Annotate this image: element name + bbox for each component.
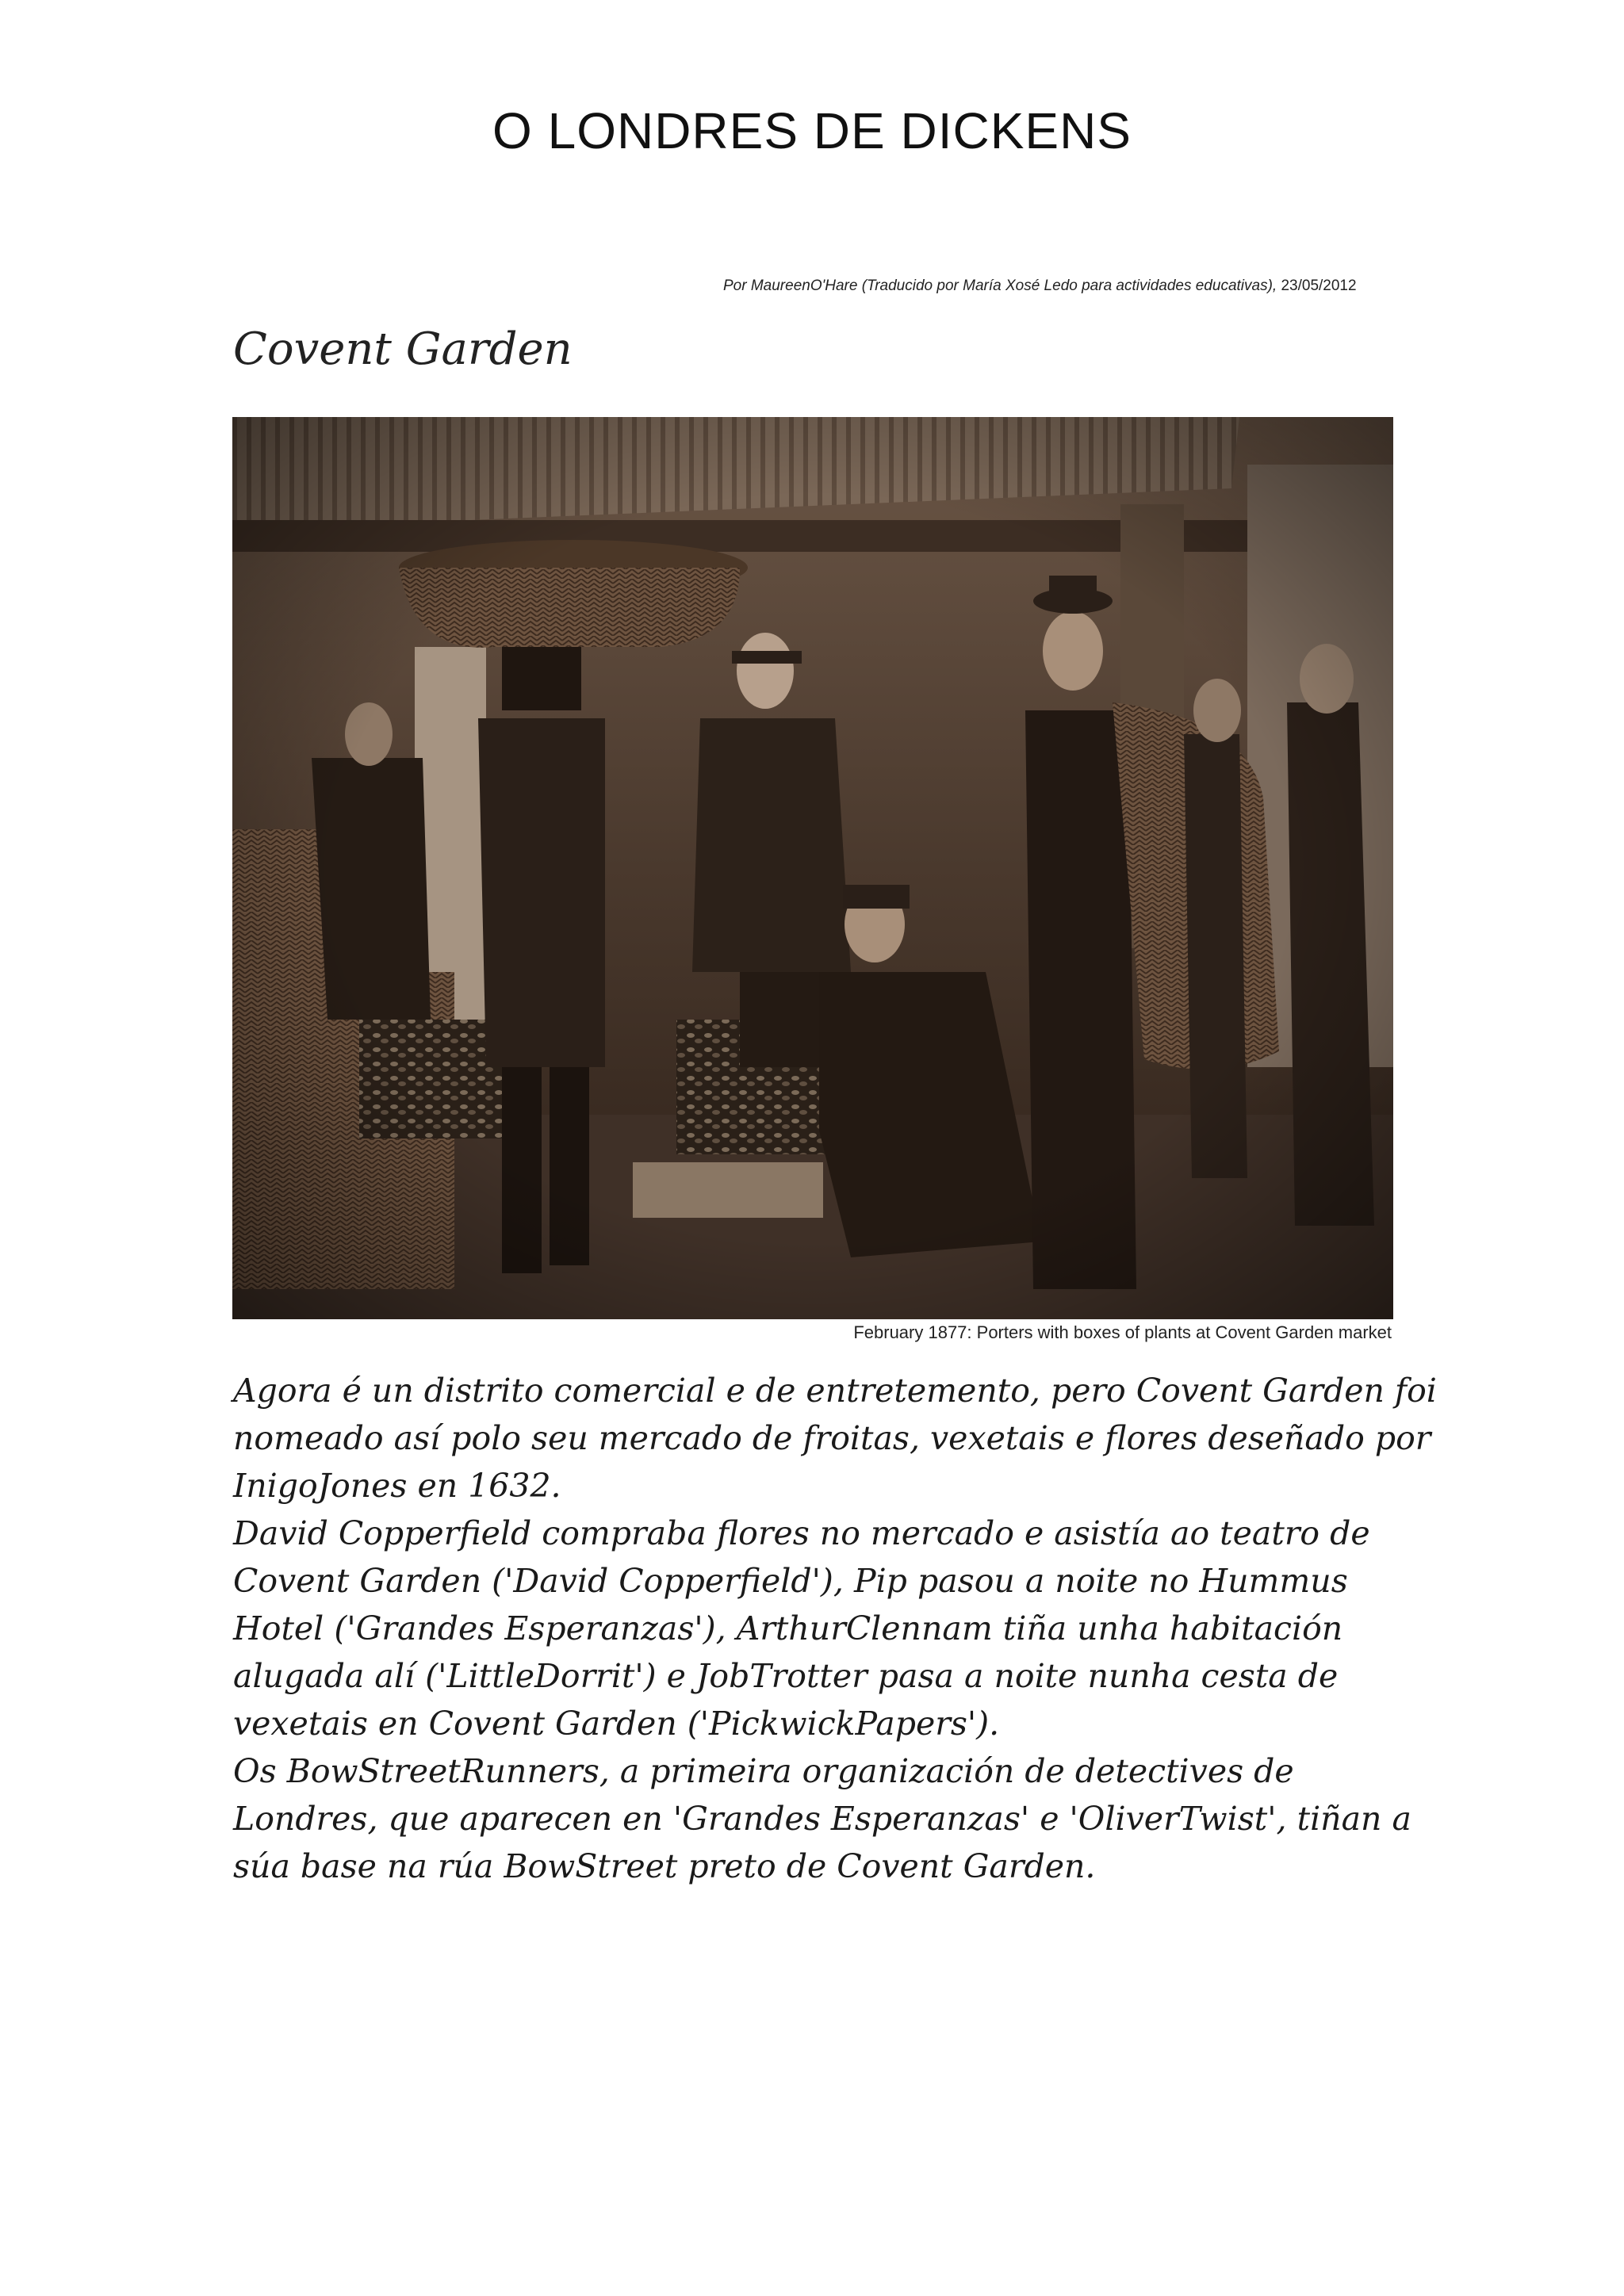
body-line: Hotel ('Grandes Esperanzas'), ArthurClennam tiña unha habitación <box>233 1609 1343 1647</box>
photo-caption: February 1877: Porters with boxes of plants at Covent Garden market <box>853 1322 1392 1342</box>
body-line: alugada alí ('LittleDorrit') e JobTrotter pasa a noite nunha cesta de <box>233 1657 1339 1695</box>
body-line: Os BowStreetRunners, a primeira organización de detectives de <box>233 1752 1294 1790</box>
byline-date: 23/05/2012 <box>1277 277 1357 294</box>
byline <box>723 277 1358 295</box>
body-text <box>233 1367 1437 1890</box>
body-line: súa base na rúa BowStreet preto de Covent Garden. <box>233 1847 1096 1885</box>
section-heading: Covent Garden <box>233 323 573 375</box>
body-line: nomeado así polo seu mercado de froitas, vexetais e flores deseñado por <box>233 1419 1431 1457</box>
body-line: Agora é un distrito comercial e de entretemento, pero Covent Garden foi <box>233 1372 1437 1410</box>
page-title: O LONDRES DE DICKENS <box>492 102 1132 159</box>
body-line: Covent Garden ('David Copperfield'), Pip pasou a noite no Hummus <box>233 1562 1348 1600</box>
byline-author: Por MaureenO'Hare (Traducido por María Xosé Ledo para actividades educativas), <box>723 277 1277 294</box>
historical-photo <box>232 417 1393 1319</box>
body-line: InigoJones en 1632. <box>233 1467 561 1505</box>
body-line: vexetais en Covent Garden ('PickwickPapers'). <box>233 1705 1000 1743</box>
body-line: David Copperfield compraba flores no mercado e asistía ao teatro de <box>233 1514 1370 1552</box>
body-line: Londres, que aparecen en 'Grandes Esperanzas' e 'OliverTwist', tiñan a <box>233 1800 1411 1838</box>
